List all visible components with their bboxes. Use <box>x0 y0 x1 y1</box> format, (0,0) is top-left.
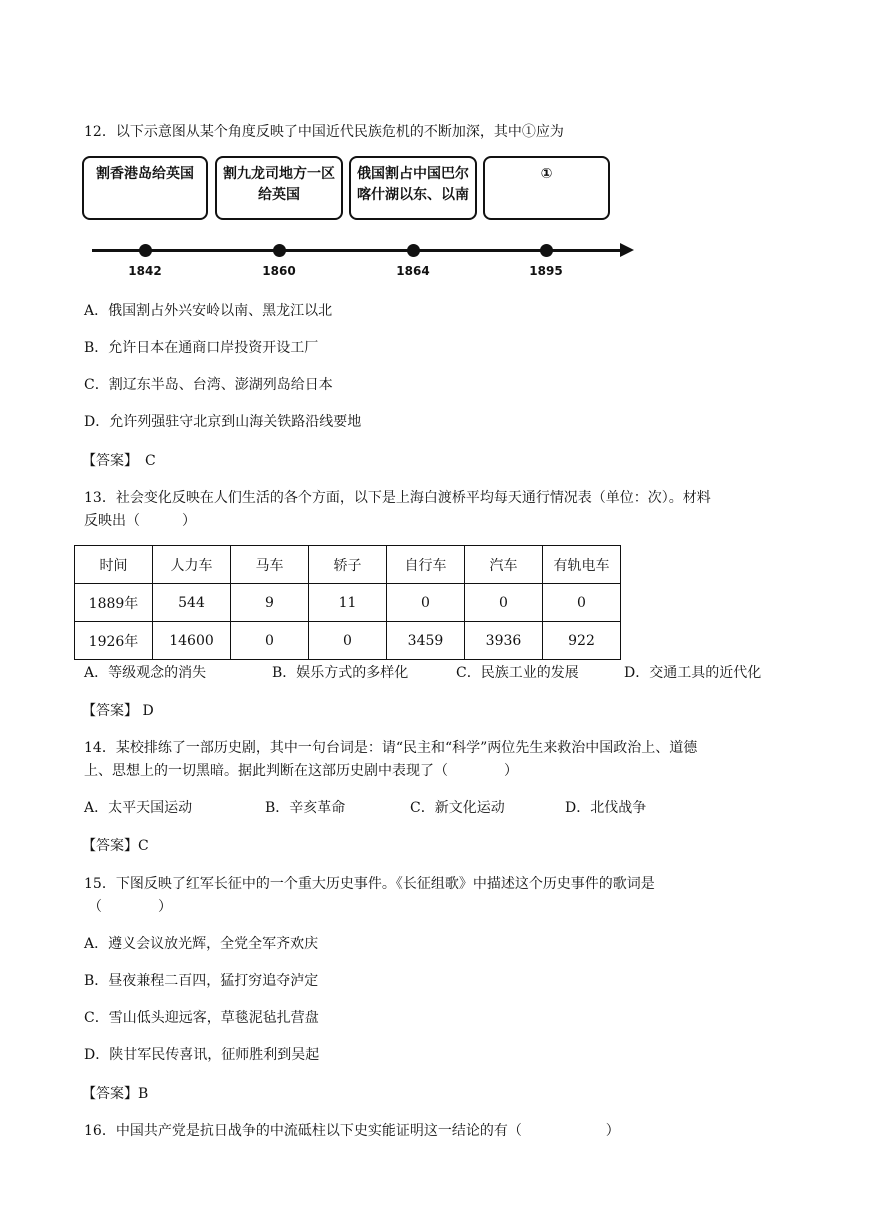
table-cell: 0 <box>543 584 621 622</box>
q15-option-d: D．陕甘军民传喜讯，征师胜利到吴起 <box>84 1047 320 1063</box>
timeline-arrowhead <box>620 243 634 257</box>
table-cell: 544 <box>153 584 231 622</box>
q14-stem-line1: 14．某校排练了一部历史剧，其中一句台词是：请“民主和“科学”两位先生来救治中国政治上、道德 <box>84 740 698 756</box>
timeline-dot-1860 <box>273 244 286 257</box>
table-header-cell: 有轨电车 <box>543 546 621 584</box>
q13-option-b: B．娱乐方式的多样化 <box>272 665 409 681</box>
q12-option-a: A．俄国割占外兴安岭以南、黑龙江以北 <box>84 303 333 319</box>
table-header-cell: 人力车 <box>153 546 231 584</box>
table-header-cell: 汽车 <box>465 546 543 584</box>
table-header-cell: 轿子 <box>309 546 387 584</box>
q15-stem-line1: 15．下图反映了红军长征中的一个重大历史事件。《长征组歌》中描述这个历史事件的歌词是 <box>84 876 655 892</box>
q13-option-a: A．等级观念的消失 <box>84 665 207 681</box>
table-header-cell: 时间 <box>75 546 153 584</box>
timeline-year-1895: 1895 <box>529 264 563 278</box>
q13-answer: 【答案】 D <box>82 703 154 719</box>
q14-option-c: C．新文化运动 <box>410 800 505 816</box>
q15-option-a: A．遵义会议放光辉，全党全军齐欢庆 <box>84 936 319 952</box>
q13-option-d: D．交通工具的近代化 <box>624 665 762 681</box>
q15-option-c: C．雪山低头迎远客，草毯泥毡扎营盘 <box>84 1010 319 1026</box>
table-header-cell: 自行车 <box>387 546 465 584</box>
timeline-year-1860: 1860 <box>262 264 296 278</box>
q13-option-c: C．民族工业的发展 <box>456 665 579 681</box>
timeline-year-1864: 1864 <box>396 264 430 278</box>
q12-option-d: D．允许列强驻守北京到山海关铁路沿线要地 <box>84 414 362 430</box>
q14-option-b: B．辛亥革命 <box>265 800 346 816</box>
q13-traffic-table <box>74 545 621 660</box>
timeline-dot-1842 <box>139 244 152 257</box>
table-cell: 0 <box>465 584 543 622</box>
q12-answer: 【答案】 C <box>82 453 156 469</box>
table-row <box>75 622 621 660</box>
q15-stem-line2: （ ） <box>88 899 172 915</box>
q14-option-a: A．太平天国运动 <box>84 800 193 816</box>
table-cell: 0 <box>309 622 387 660</box>
timeline-dot-1895 <box>540 244 553 257</box>
timeline-event-box-3: 俄国割占中国巴尔喀什湖以东、以南 <box>349 156 477 220</box>
table-header-cell: 马车 <box>231 546 309 584</box>
table-cell: 0 <box>231 622 309 660</box>
timeline-year-1842: 1842 <box>128 264 162 278</box>
q14-stem-line2: 上、思想上的一切黑暗。据此判断在这部历史剧中表现了（ ） <box>84 763 518 779</box>
table-cell: 3459 <box>387 622 465 660</box>
table-cell: 11 <box>309 584 387 622</box>
table-cell: 9 <box>231 584 309 622</box>
q13-stem-line2: 反映出（ ） <box>84 513 196 529</box>
table-header-row <box>75 546 621 584</box>
q15-option-b: B．昼夜兼程二百四，猛打穷追夺泸定 <box>84 973 319 989</box>
q14-answer: 【答案】C <box>82 838 149 854</box>
table-cell: 0 <box>387 584 465 622</box>
table-cell: 3936 <box>465 622 543 660</box>
timeline-event-box-1: 割香港岛给英国 <box>82 156 208 220</box>
q15-answer: 【答案】B <box>82 1086 149 1102</box>
q12-stem: 12．以下示意图从某个角度反映了中国近代民族危机的不断加深，其中①应为 <box>84 124 564 140</box>
q12-timeline-diagram <box>80 152 640 284</box>
q12-option-c: C．割辽东半岛、台湾、澎湖列岛给日本 <box>84 377 333 393</box>
timeline-event-box-4: ① <box>483 156 610 220</box>
q13-stem-line1: 13．社会变化反映在人们生活的各个方面，以下是上海白渡桥平均每天通行情况表（单位：次）。材料 <box>84 490 711 506</box>
q12-option-b: B．允许日本在通商口岸投资开设工厂 <box>84 340 319 356</box>
table-row <box>75 584 621 622</box>
table-cell: 922 <box>543 622 621 660</box>
timeline-event-box-2: 割九龙司地方一区给英国 <box>215 156 343 220</box>
table-cell: 14600 <box>153 622 231 660</box>
table-cell: 1889年 <box>75 584 153 622</box>
q14-option-d: D．北伐战争 <box>565 800 647 816</box>
timeline-dot-1864 <box>407 244 420 257</box>
q16-stem: 16．中国共产党是抗日战争的中流砥柱以下史实能证明这一结论的有（ ） <box>84 1123 620 1139</box>
table-cell: 1926年 <box>75 622 153 660</box>
